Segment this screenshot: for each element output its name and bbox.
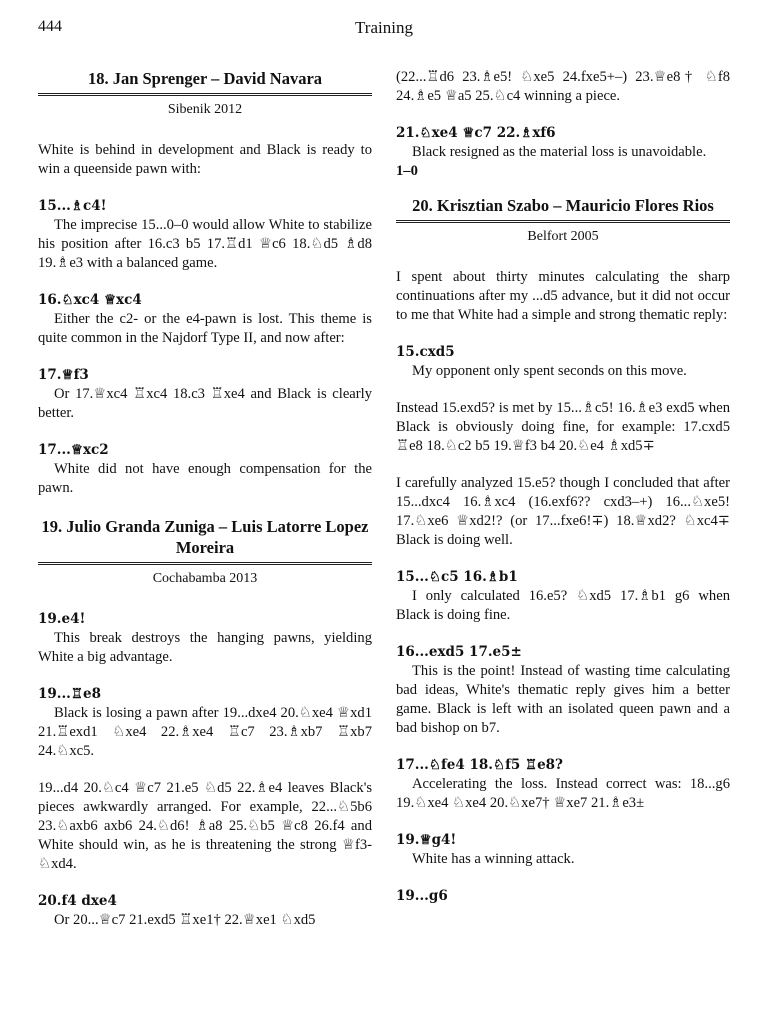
move-heading: 19.♕g4! — [396, 832, 457, 848]
title-rule — [396, 220, 730, 223]
move-heading: 16.♘xc4 ♕xc4 — [38, 292, 142, 308]
move-comment: My opponent only spent seconds on this move. — [412, 363, 687, 379]
move-comment: Black resigned as the material loss is unavoidable. — [412, 144, 707, 160]
move-heading: 19.e4! — [38, 611, 86, 627]
move-heading: 15...♘c5 16.♗b1 — [396, 569, 518, 585]
continued-text: (22...♖d6 23.♗e5! ♘xe5 24.fxe5+–) 23.♕e8† ♘f8 24.♗e5 ♕a5 25.♘c4 winning a piece. — [396, 69, 730, 104]
move-heading: 21.♘xe4 ♕c7 22.♗xf6 — [396, 125, 556, 141]
move-comment: This break destroys the hanging pawns, yielding White a big advantage. — [38, 630, 372, 665]
right-column — [396, 62, 730, 906]
move-heading: 20.f4 dxe4 — [38, 893, 117, 909]
move-comment: I only calculated 16.e5? ♘xd5 17.♗b1 g6 when Black is doing fine. — [396, 588, 730, 623]
analysis-paragraph: Instead 15.exd5? is met by 15...♗c5! 16.♗e3 exd5 when Black is obviously doing fine, for example: 17.cxd5 ♖e8 18.♘c2 b5 19.♕f3 b4 20.♘e4 ♗xd5∓ — [396, 400, 730, 454]
move-comment: White did not have enough compensation for the pawn. — [38, 461, 372, 496]
game-20-intro: I spent about thirty minutes calculating the sharp continuations after my ...d5 advance, but it did not occur to me that White had a simple and strong thematic reply: — [396, 269, 730, 323]
move-heading: 17...♘fe4 18.♘f5 ♖e8? — [396, 757, 563, 773]
game-18-intro: White is behind in development and Black is ready to win a queenside pawn with: — [38, 142, 372, 177]
move-heading: 15...♗c4! — [38, 198, 107, 214]
game-19-title: 19. Julio Granda Zuniga – Luis Latorre Lopez Moreira — [41, 517, 369, 557]
analysis-paragraph: I carefully analyzed 15.e5? though I concluded that after 15...dxc4 16.♗xc4 (16.exf6?? cxd3–+) 16...♘xe5! 17.♘xe6 ♕xd2!? (or 17...fxe6!∓) 18.♕xd2? ♘xc4∓ Black is doing well. — [396, 475, 730, 548]
move-comment: Black is losing a pawn after 19...dxe4 20.♘xe4 ♕xd1 21.♖exd1 ♘xe4 22.♗xe4 ♖c7 23.♗xb7 ♖xb7 24.♘xc5. — [38, 705, 372, 759]
running-title: Training — [355, 18, 413, 37]
move-heading: 19...♖e8 — [38, 686, 101, 702]
move-heading: 17.♕f3 — [38, 367, 89, 383]
move-heading: 19...g6 — [396, 888, 448, 904]
left-column — [38, 62, 372, 948]
game-result: 1–0 — [396, 163, 418, 179]
analysis-paragraph: 19...d4 20.♘c4 ♕c7 21.e5 ♘d5 22.♗e4 leaves Black's pieces awkwardly arranged. For example, 22...♘5b6 23.♘axb6 axb6 24.♘d6! ♗a8 25.♘b5 ♕c8 26.f4 and White should win, as he is threatening the strong ♕f3-♘xd4. — [38, 780, 372, 872]
page-number: 444 — [38, 18, 62, 35]
game-19-event: Cochabamba 2013 — [152, 571, 258, 586]
move-comment: This is the point! Instead of wasting time calculating bad ideas, White's thematic reply gives him a better game. Black is left with an isolated queen pawn and a bad bishop on b7. — [396, 663, 730, 736]
title-rule — [38, 562, 372, 565]
title-rule — [38, 93, 372, 96]
move-comment: White has a winning attack. — [412, 851, 575, 867]
game-18-event: Sibenik 2012 — [167, 102, 243, 117]
move-heading: 16...exd5 17.e5± — [396, 644, 522, 660]
game-20-title: 20. Krisztian Szabo – Mauricio Flores Rios — [412, 196, 714, 215]
move-comment: Or 17.♕xc4 ♖xc4 18.c3 ♖xe4 and Black is clearly better. — [38, 386, 372, 421]
move-comment: Or 20...♕c7 21.exd5 ♖xe1† 22.♕xe1 ♘xd5 — [54, 912, 316, 928]
move-comment: The imprecise 15...0–0 would allow White to stabilize his position after 16.c3 b5 17.♖d1 ♕c6 18.♘d5 ♗d8 19.♗e3 with a balanced game. — [38, 217, 372, 271]
move-heading: 15.cxd5 — [396, 344, 455, 360]
game-20-event: Belfort 2005 — [527, 229, 599, 244]
move-comment: Either the c2- or the e4-pawn is lost. This theme is quite common in the Najdorf Type II, and now after: — [38, 311, 372, 346]
move-heading: 17...♕xc2 — [38, 442, 109, 458]
game-18-title: 18. Jan Sprenger – David Navara — [87, 69, 323, 88]
move-comment: Accelerating the loss. Instead correct was: 18...g6 19.♘xe4 ♘xe4 20.♘xe7† ♕xe7 21.♗e3± — [396, 776, 730, 811]
